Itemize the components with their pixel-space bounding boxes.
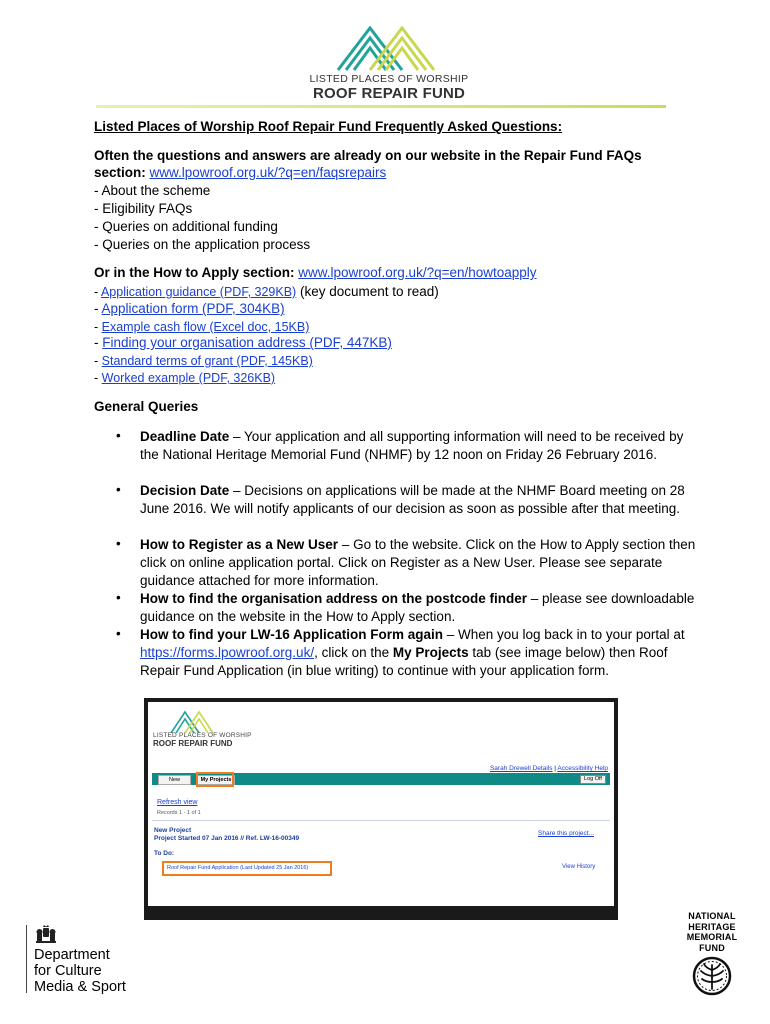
query-bold: My Projects bbox=[392, 645, 469, 660]
nhmf-line: FUND bbox=[699, 942, 725, 953]
query-term: How to Register as a New User bbox=[140, 537, 339, 552]
how-to-apply-link[interactable]: www.lpowroof.org.uk/?q=en/howtoapply bbox=[298, 265, 537, 280]
faqs-link[interactable]: www.lpowroof.org.uk/?q=en/faqsrepairs bbox=[149, 165, 387, 180]
faqs-section-line bbox=[94, 164, 386, 182]
doc-dash: - bbox=[94, 285, 101, 299]
doc-row bbox=[94, 369, 275, 387]
nhmf-line: HERITAGE bbox=[688, 921, 736, 932]
logo-line-2: ROOF REPAIR FUND bbox=[312, 85, 466, 102]
query-postcode bbox=[140, 590, 700, 626]
query-term: Decision Date bbox=[140, 483, 230, 498]
portal-logo-line-2: ROOF REPAIR FUND bbox=[153, 739, 233, 748]
dcms-rule bbox=[26, 925, 27, 993]
doc-link-finding-address[interactable]: Finding your organisation address (PDF, 447KB) bbox=[102, 335, 392, 350]
bullet: • bbox=[116, 590, 121, 605]
doc-dash: - bbox=[94, 354, 102, 368]
nhmf-emblem-icon bbox=[692, 956, 732, 996]
doc-row bbox=[94, 283, 439, 301]
general-queries-heading: General Queries bbox=[94, 399, 199, 414]
logo-line-1: LISTED PLACES OF WORSHIP bbox=[309, 73, 469, 85]
bullet: • bbox=[116, 626, 121, 641]
bullet: • bbox=[116, 482, 121, 497]
log-off-button[interactable]: Log Off bbox=[580, 775, 606, 784]
project-title: New Project bbox=[154, 827, 192, 834]
tab-new[interactable]: New bbox=[158, 775, 191, 785]
header-rule bbox=[96, 105, 666, 108]
portal-screenshot bbox=[144, 698, 618, 920]
application-link[interactable]: Roof Repair Fund Application (Last Updated 25 Jan 2016) bbox=[162, 861, 332, 876]
nhmf-line: MEMORIAL bbox=[686, 932, 738, 942]
query-sep: – bbox=[338, 537, 354, 552]
portal-logo-line-1: LISTED PLACES OF WORSHIP bbox=[153, 732, 252, 739]
doc-dash: - bbox=[94, 335, 103, 350]
query-text: , click on the bbox=[314, 645, 393, 660]
faqs-section-label: section: bbox=[94, 165, 150, 180]
query-term: How to find the organisation address on the postcode finder bbox=[140, 591, 528, 606]
doc-dash: - bbox=[94, 301, 102, 316]
doc-note: (key document to read) bbox=[296, 284, 439, 299]
view-history-link[interactable]: View History bbox=[562, 864, 596, 870]
records-count: Records 1 - 1 of 1 bbox=[157, 810, 201, 816]
doc-dash: - bbox=[94, 320, 102, 334]
portal-screenshot-content bbox=[148, 702, 614, 920]
refresh-view-link[interactable]: Refresh view bbox=[157, 799, 198, 806]
project-info: Project Started 07 Jan 2016 // Ref. LW-16-00349 bbox=[154, 835, 300, 842]
nhmf-logo bbox=[674, 911, 750, 1011]
portal-user-links bbox=[490, 765, 608, 772]
my-projects-highlight bbox=[196, 772, 234, 787]
how-to-apply-label: Or in the How to Apply section: bbox=[94, 265, 299, 280]
bullet: • bbox=[116, 428, 121, 443]
page-title: Listed Places of Worship Roof Repair Fund Frequently Asked Questions: bbox=[94, 119, 563, 134]
faq-item: - Queries on the application process bbox=[94, 237, 311, 252]
query-sep: – bbox=[527, 591, 543, 606]
accessibility-help-link[interactable]: Accessibility Help bbox=[557, 765, 608, 772]
link-separator: | bbox=[552, 765, 558, 772]
query-register bbox=[140, 536, 700, 590]
dcms-line: Media & Sport bbox=[34, 979, 126, 995]
doc-row bbox=[94, 334, 392, 352]
divider bbox=[152, 820, 610, 821]
dcms-name bbox=[34, 947, 126, 995]
dcms-logo bbox=[26, 925, 176, 1000]
roof-chevrons-icon bbox=[330, 22, 450, 72]
query-term: How to find your LW-16 Application Form again bbox=[140, 627, 443, 642]
dcms-line: for Culture bbox=[34, 963, 102, 979]
query-sep: – bbox=[442, 627, 458, 642]
faq-item: - Eligibility FAQs bbox=[94, 201, 193, 216]
royal-crest-icon bbox=[34, 925, 58, 945]
query-decision bbox=[140, 482, 700, 518]
doc-link-application-form[interactable]: Application form (PDF, 304KB) bbox=[101, 301, 285, 316]
query-sep: – bbox=[229, 483, 245, 498]
query-lw16 bbox=[140, 626, 700, 680]
query-text: When you log back in to your portal at bbox=[458, 627, 685, 642]
todo-label: To Do: bbox=[154, 850, 175, 857]
doc-link-cash-flow[interactable]: Example cash flow (Excel doc, 15KB) bbox=[101, 320, 310, 334]
doc-row bbox=[94, 300, 285, 318]
user-details-link[interactable]: Sarah Drewell Details bbox=[489, 765, 553, 772]
nhmf-line: NATIONAL bbox=[688, 911, 736, 921]
query-deadline bbox=[140, 428, 700, 464]
portal-link[interactable]: https://forms.lpowroof.org.uk/ bbox=[140, 645, 315, 660]
bullet: • bbox=[116, 536, 121, 551]
doc-link-worked-example[interactable]: Worked example (PDF, 326KB) bbox=[101, 371, 276, 385]
faqs-intro: Often the questions and answers are already on our website in the Repair Fund FAQs bbox=[94, 148, 642, 163]
how-to-apply-line bbox=[94, 264, 537, 282]
dcms-line: Department bbox=[34, 947, 110, 963]
faq-item: - About the scheme bbox=[94, 183, 211, 198]
query-text: Go to the website. Click on the How to Apply section then click on online application portal. Click on Register as a New User. Please see separate guidance attached for more information. bbox=[140, 537, 696, 588]
query-text: Your application and all supporting information will need to be received by the National Heritage Memorial Fund (NHMF) by 12 noon on Friday 26 February 2016. bbox=[140, 429, 684, 462]
doc-row bbox=[94, 352, 313, 370]
share-project-link[interactable]: Share this project... bbox=[538, 830, 594, 837]
tab-my-projects[interactable]: My Projects bbox=[197, 775, 235, 785]
query-text: Decisions on applications will be made at the NHMF Board meeting on 28 June 2016. We will notify applicants of our decision as soon as possible after that meeting. bbox=[140, 483, 685, 516]
faq-item: - Queries on additional funding bbox=[94, 219, 278, 234]
query-term: Deadline Date bbox=[140, 429, 230, 444]
query-sep: – bbox=[229, 429, 245, 444]
doc-link-terms-of-grant[interactable]: Standard terms of grant (PDF, 145KB) bbox=[101, 354, 313, 368]
doc-link-application-guidance[interactable]: Application guidance (PDF, 329KB) bbox=[100, 285, 297, 299]
lpow-roof-logo bbox=[300, 22, 475, 102]
roof-chevrons-icon bbox=[168, 708, 218, 734]
query-text: tab (see image below) then Roof Repair Fund Application (in blue writing) to continue with your application form. bbox=[140, 645, 668, 678]
doc-dash: - bbox=[94, 371, 102, 385]
query-text: please see downloadable guidance on the website in the How to Apply section. bbox=[140, 591, 695, 624]
